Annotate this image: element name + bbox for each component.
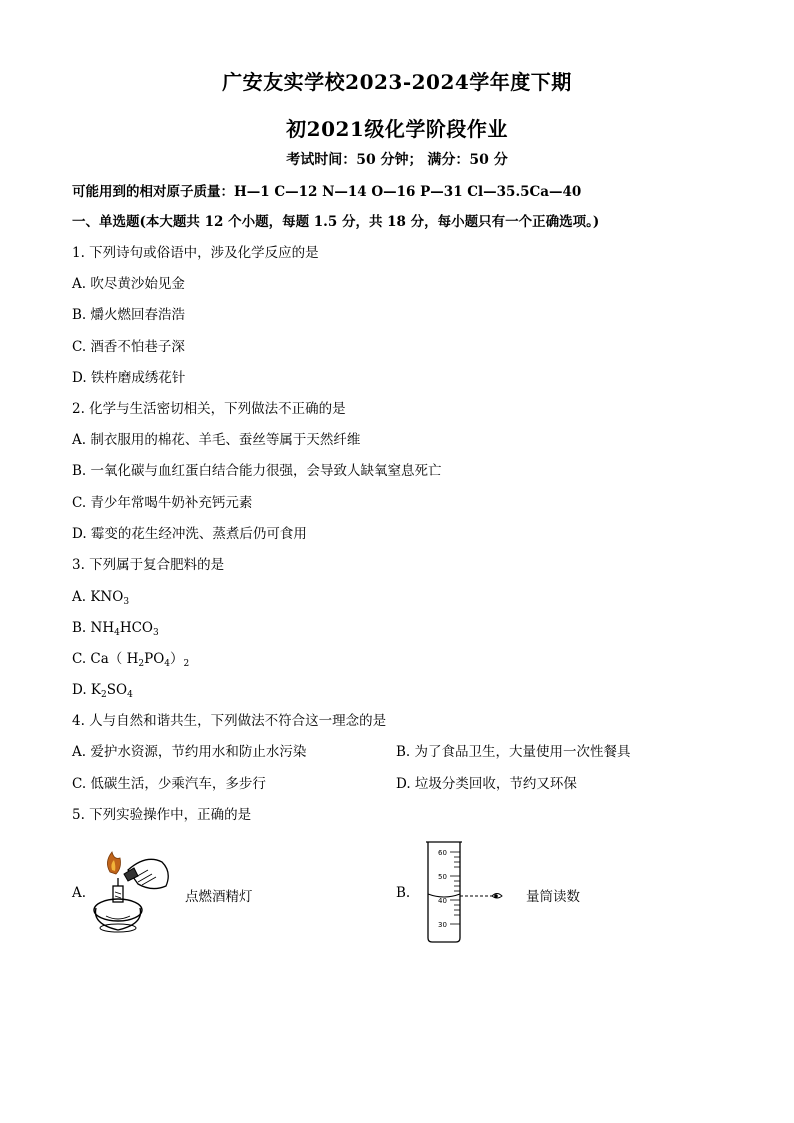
- school-title: 广安友实学校2023-2024学年度下期: [222, 70, 572, 94]
- question-4-option-b: B. 为了食品卫生，大量使用一次性餐具: [396, 744, 631, 760]
- graduated-cylinder-figure: [420, 838, 510, 944]
- question-3-stem: 3. 下列属于复合肥料的是: [72, 557, 225, 573]
- question-5-option-a-letter: A.: [72, 885, 87, 901]
- question-4-option-d: D. 垃圾分类回收，节约又环保: [396, 776, 577, 792]
- exam-info: 考试时间：50 分钟； 满分：50 分: [286, 152, 508, 168]
- question-1-option-b: B. 爝火燃回春浩浩: [72, 307, 186, 323]
- question-1-option-a: A. 吹尽黄沙始见金: [72, 276, 185, 292]
- exam-title: 初2021级化学阶段作业: [286, 117, 508, 141]
- question-4-option-c: C. 低碳生活，少乘汽车，多步行: [72, 776, 266, 792]
- question-2-option-c: C. 青少年常喝牛奶补充钙元素: [72, 495, 253, 511]
- question-3-option-b: B. $NH_4HCO_3$: [72, 620, 159, 638]
- question-3-option-d: D. $K_2SO_4$: [72, 682, 133, 700]
- question-3-option-c: C. Ca（ $H_2PO_4)_2$: [72, 651, 190, 669]
- atomic-masses: 可能用到的相对原子质量：H—1 C—12 N—14 O—16 P—31 Cl—35.5Ca—40: [72, 184, 582, 200]
- question-2-option-d: D. 霉变的花生经冲洗、蒸煮后仍可食用: [72, 526, 307, 542]
- question-5-option-b-caption: 量筒读数: [526, 889, 580, 905]
- question-1-option-c: C. 酒香不怕巷子深: [72, 339, 185, 355]
- cylinder-scale-30: 30: [438, 921, 447, 929]
- cylinder-scale-40: 40: [438, 897, 447, 905]
- cylinder-scale-50: 50: [438, 873, 447, 881]
- question-2-stem: 2. 化学与生活密切相关，下列做法不正确的是: [72, 401, 346, 417]
- question-4-option-a: A. 爱护水资源，节约用水和防止水污染: [72, 744, 307, 760]
- question-2-option-b: B. 一氧化碳与血红蛋白结合能力很强，会导致人缺氧窒息死亡: [72, 463, 442, 479]
- section-heading: 一、单选题(本大题共 12 个小题，每题 1.5 分，共 18 分，每小题只有一个正确选项。): [72, 214, 600, 230]
- question-5-option-b-letter: B.: [396, 885, 411, 901]
- cylinder-scale-60: 60: [438, 849, 447, 857]
- alcohol-lamp-lighting-figure: [88, 848, 180, 936]
- question-5-option-a-caption: 点燃酒精灯: [185, 889, 253, 905]
- question-4-stem: 4. 人与自然和谐共生，下列做法不符合这一理念的是: [72, 713, 387, 729]
- question-5-stem: 5. 下列实验操作中，正确的是: [72, 807, 252, 823]
- question-3-option-a: A. $KNO_3$: [72, 589, 130, 607]
- question-1-stem: 1. 下列诗句或俗语中，涉及化学反应的是: [72, 245, 319, 261]
- question-2-option-a: A. 制衣服用的棉花、羊毛、蚕丝等属于天然纤维: [72, 432, 361, 448]
- question-1-option-d: D. 铁杵磨成绣花针: [72, 370, 186, 386]
